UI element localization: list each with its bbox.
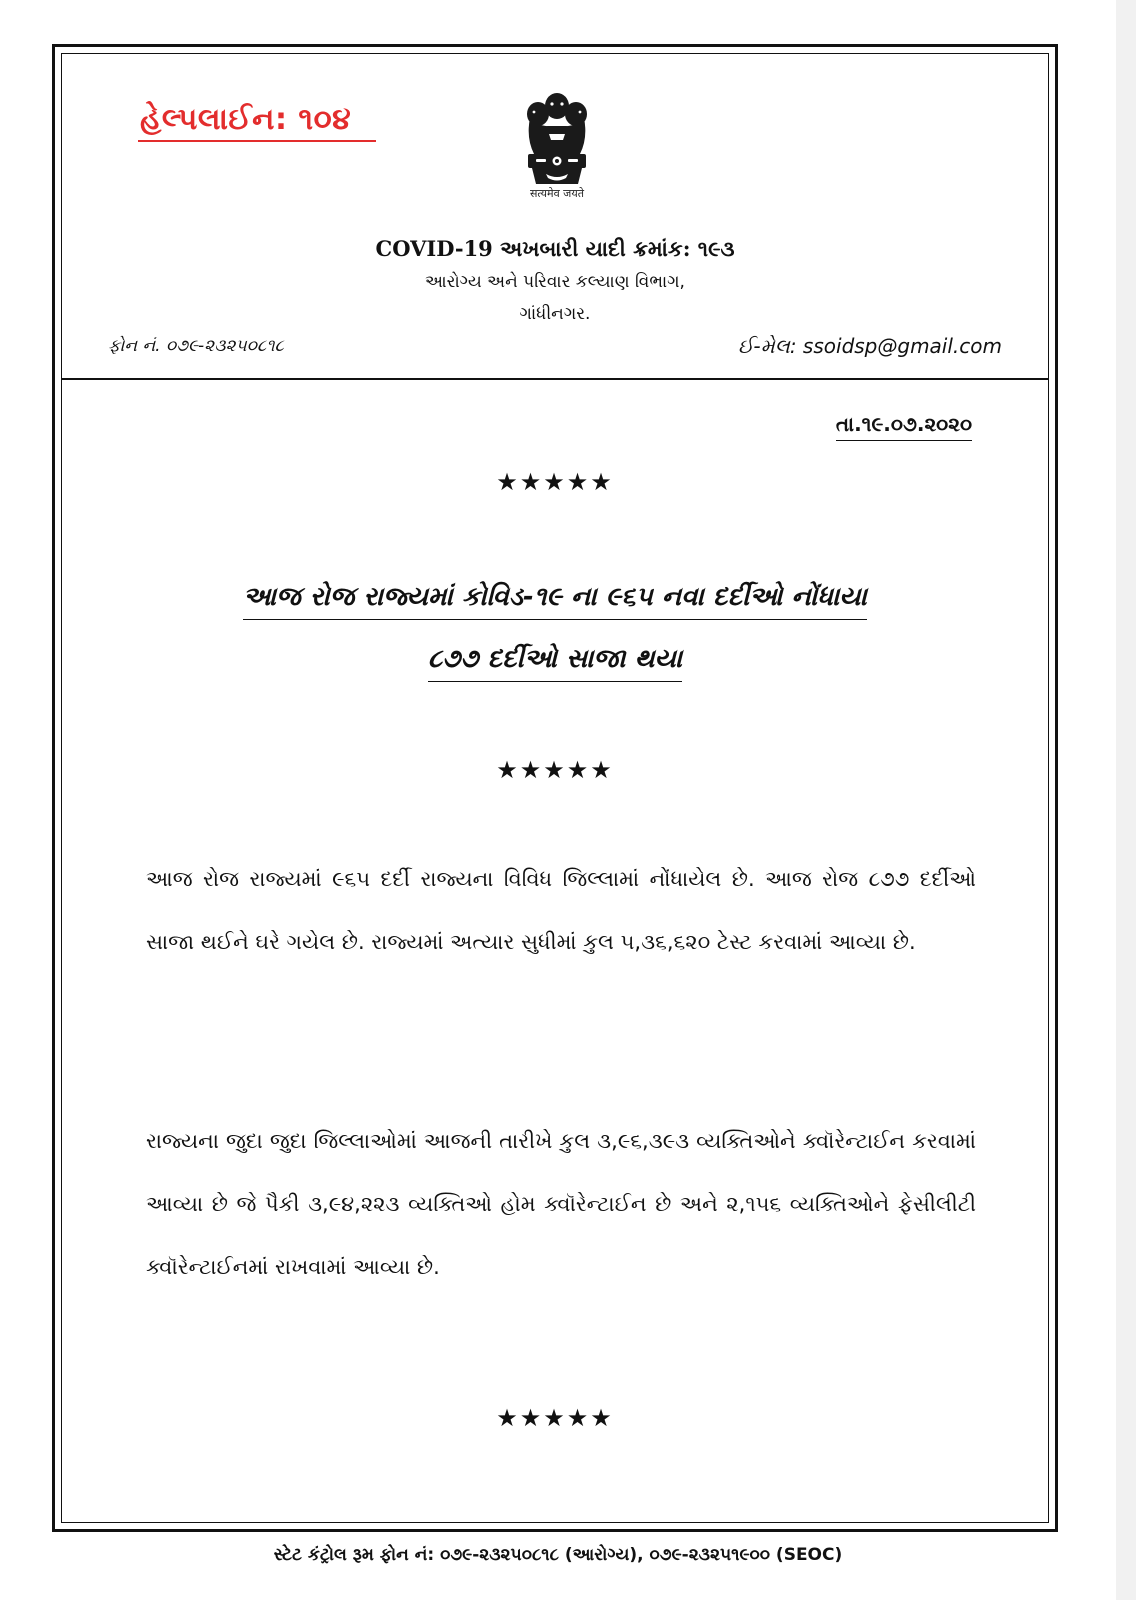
control-room-footer: સ્ટેટ કંટ્રોલ રૂમ ફોન નં: ૦૭૯-૨૩૨૫૦૮૧૮ (આરોગ્ય), ૦૭૯-૨૩૨૫૧૯૦૦ (SEOC): [273, 1545, 843, 1565]
phone-number: ફોન નં. ૦૭૯-૨૩૨૫૦૮૧૮: [108, 336, 284, 356]
star-separator-top: ★★★★★: [496, 468, 614, 496]
city-name: ગાંધીનગર.: [519, 304, 591, 324]
helpline-number: હેલ્પલાઈન: ૧૦૪: [140, 102, 352, 137]
helpline-underline: [138, 140, 376, 142]
headline-line-2: [62, 644, 1048, 682]
email-address: ઈ-મેલ: ssoidsp@gmail.com: [737, 334, 1002, 358]
press-release-title: COVID-19 અખબારી યાદી ક્રમાંક: ૧૯૩: [375, 236, 735, 261]
national-emblem-icon: [516, 88, 598, 194]
page-border-inner: [61, 53, 1049, 1523]
department-name: આરોગ્ય અને પરિવાર કલ્યાણ વિભાગ,: [425, 272, 685, 292]
headline-line-1-text: આજ રોજ રાજ્યમાં કોવિડ-૧૯ ના ૯૬૫ નવા દર્દીઓ નોંધાયા: [243, 582, 867, 620]
header-divider: [62, 378, 1048, 380]
release-date: તા.૧૯.૦૭.૨૦૨૦: [836, 412, 972, 441]
star-separator-bottom: ★★★★★: [496, 1404, 614, 1432]
emblem-motto: सत्यमेव जयते: [529, 187, 584, 200]
headline-line-1: [62, 582, 1048, 620]
page-border-outer: [52, 44, 1058, 1532]
headline-line-2-text: ૮૭૭ દર્દીઓ સાજા થયા: [428, 644, 682, 682]
paragraph-cases-tests: આજ રોજ રાજ્યમાં ૯૬૫ દર્દી રાજ્યના વિવિધ જિલ્લામાં નોંધાયેલ છે. આજ રોજ ૮૭૭ દર્દીઓ સાજા થઈને ઘરે ગયેલ છે. રાજ્યમાં અત્યાર સુધીમાં કુલ ૫,૩૬,૬૨૦ ટેસ્ટ કરવામાં આવ્યા છે.: [146, 867, 976, 954]
paragraph-quarantine: રાજ્યના જુદા જુદા જિલ્લાઓમાં આજની તારીખે કુલ ૩,૯૬,૩૯૩ વ્યક્તિઓને ક્વૉરેન્ટાઈન કરવામાં આવ્યા છે જે પૈકી ૩,૯૪,૨૨૩ વ્યક્તિઓ હોમ ક્વૉરેન્ટાઈન છે અને ૨,૧૫૬ વ્યક્તિઓને ફેસીલીટી ક્વૉરેન્ટાઈનમાં રાખવામાં આવ્યા છે.: [146, 1129, 976, 1279]
star-separator-middle: ★★★★★: [496, 756, 614, 784]
